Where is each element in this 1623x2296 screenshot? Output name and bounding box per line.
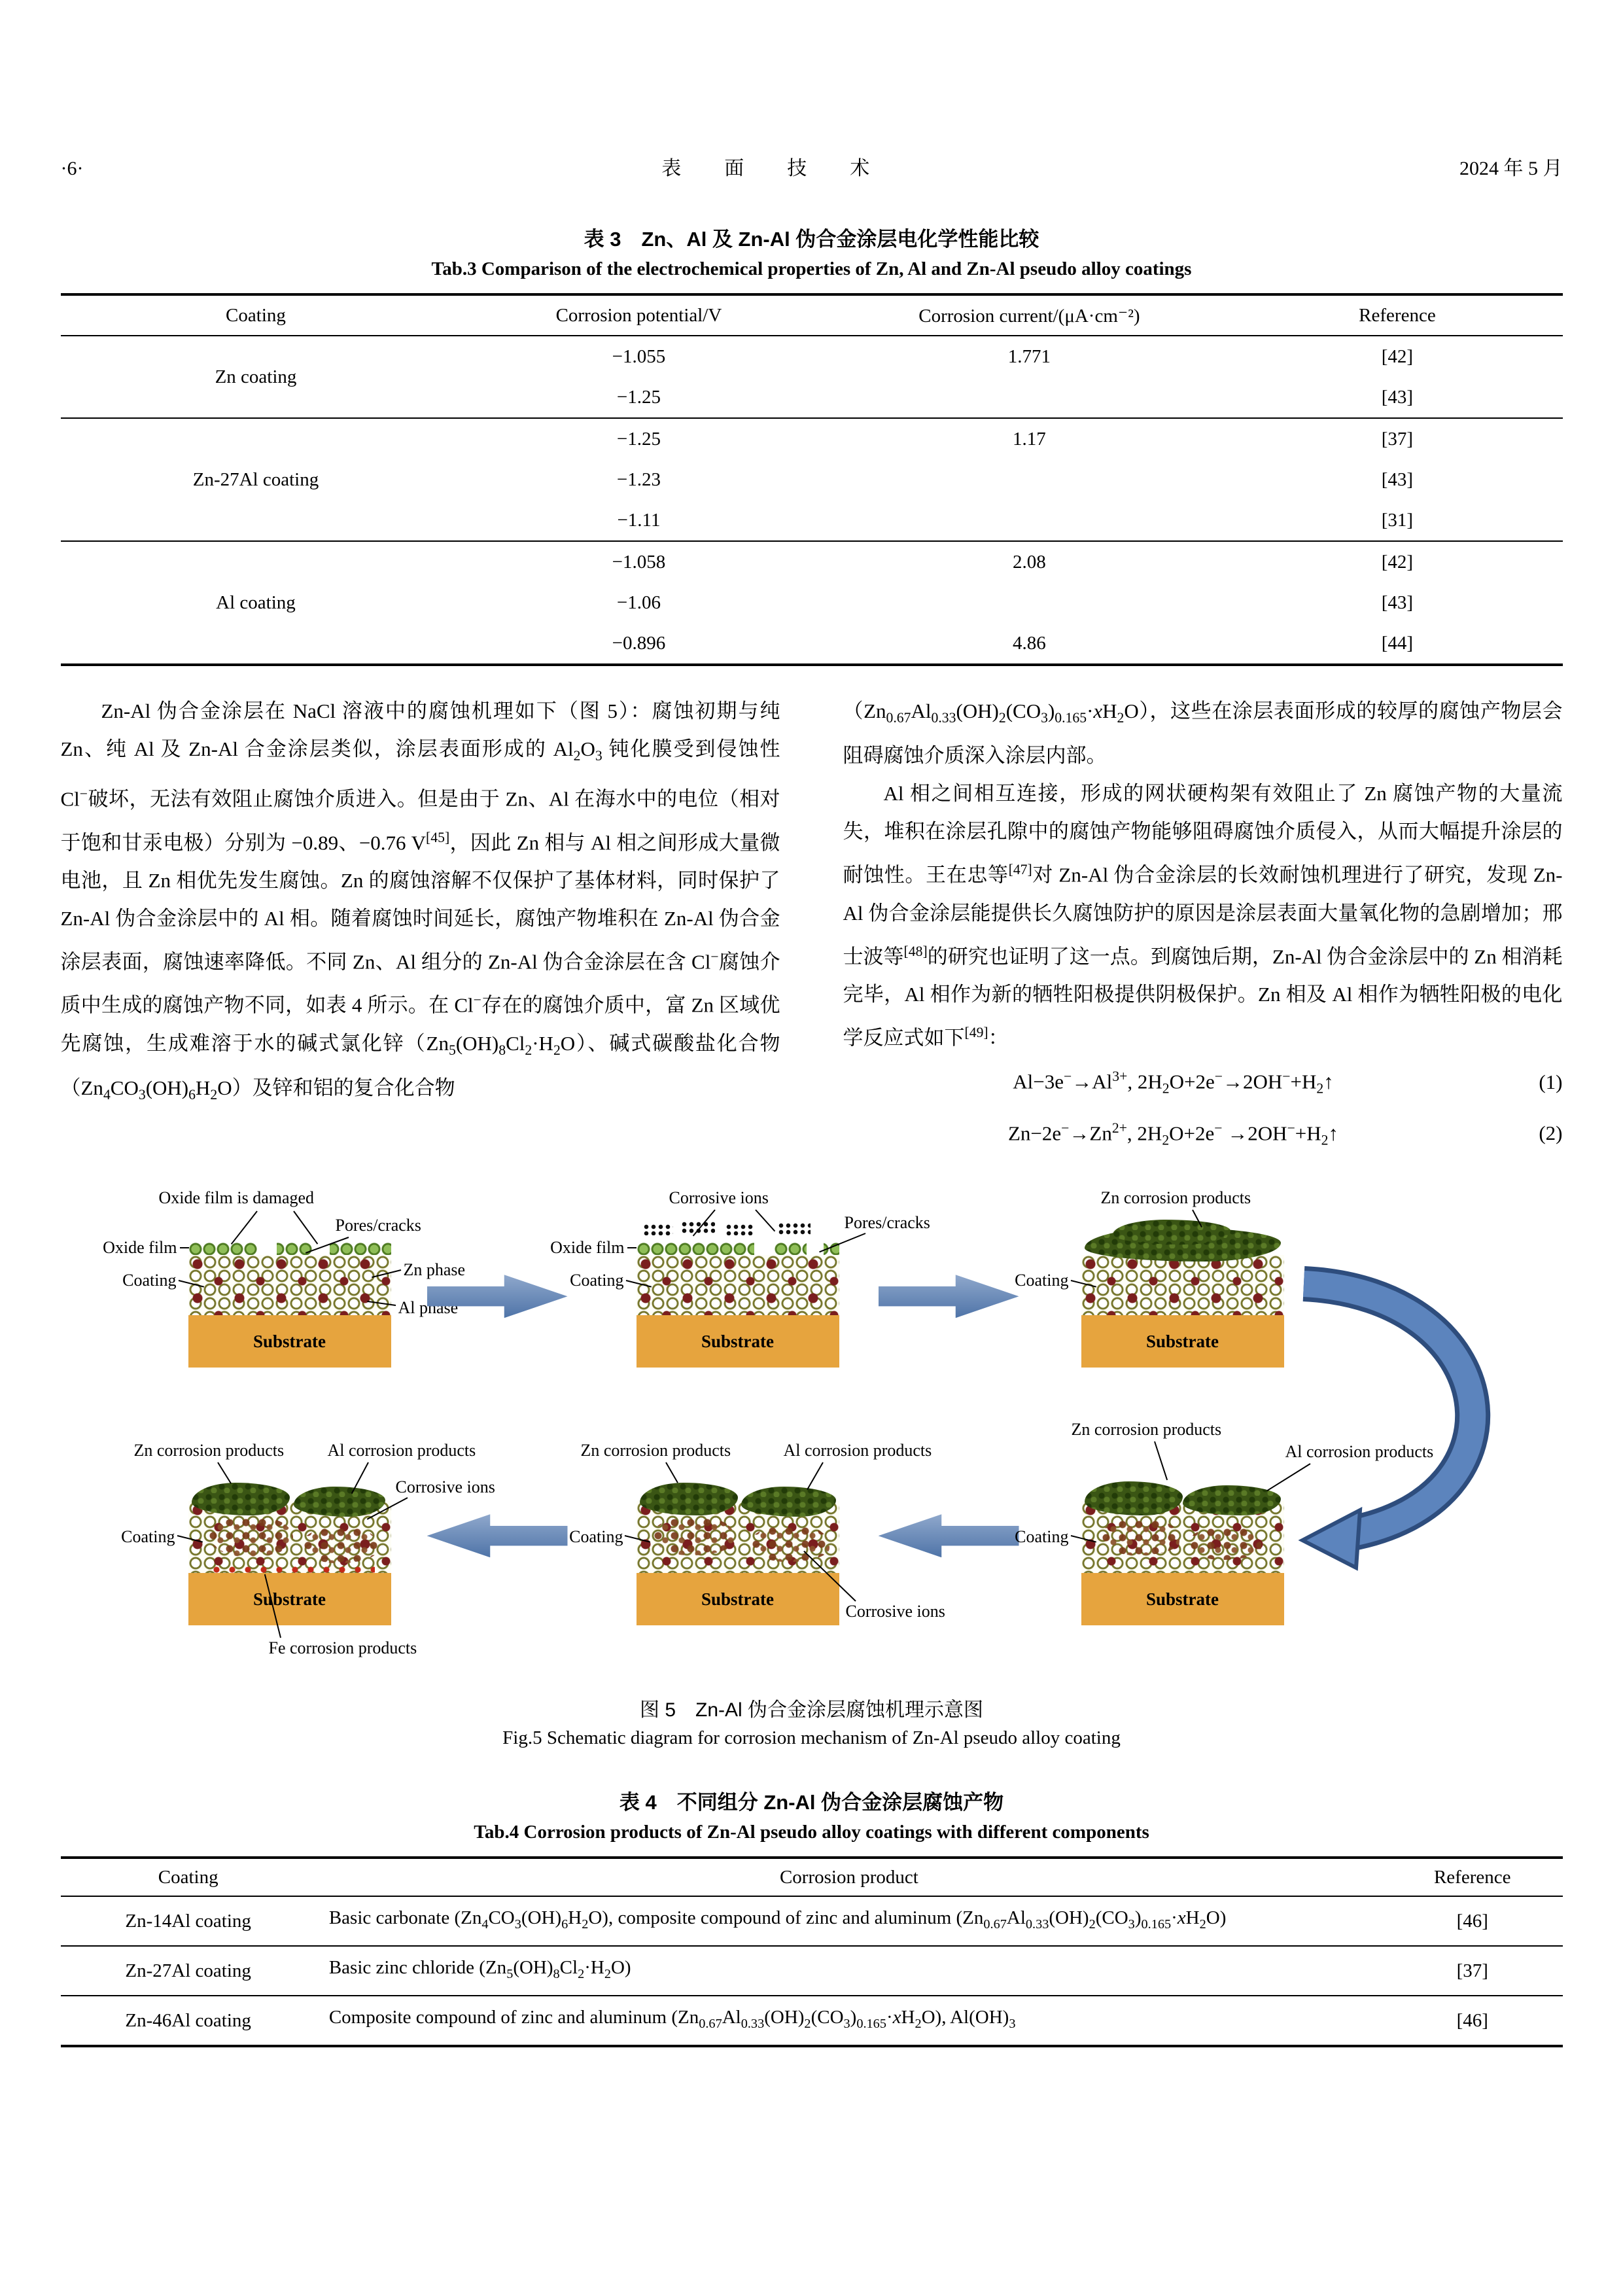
table4-header-row [61, 1858, 1563, 1896]
equation-number: (2) [1539, 1122, 1563, 1145]
zn-corrosion-product-blob [741, 1487, 836, 1517]
corrosive-ions-dots [778, 1222, 811, 1235]
curved-arrow-icon [1291, 1245, 1563, 1585]
table-row [61, 418, 1563, 459]
table-row [61, 1896, 1563, 1946]
substrate-block [1081, 1315, 1284, 1368]
coating-cell: Zn-46Al coating [125, 2009, 251, 2031]
fig-label-al-phase: Al phase [398, 1298, 459, 1318]
coating-block [637, 1255, 839, 1315]
reference-cell: [42] [1381, 551, 1414, 573]
substrate-label: Substrate [1145, 1331, 1219, 1351]
coating-cell: Zn-27Al coating [192, 468, 319, 490]
page-content [61, 0, 1563, 2047]
current-cell [826, 500, 1232, 541]
table-row [61, 1946, 1563, 1996]
al-corrosion-patch [653, 1517, 735, 1555]
fig-label-coating: Coating [569, 1527, 623, 1547]
equation-2 [843, 1108, 1563, 1160]
fig-label-fe-corrosion-products: Fe corrosion products [268, 1638, 417, 1658]
fig-label-zn-corrosion-products: Zn corrosion products [1100, 1188, 1251, 1208]
paragraph: Zn-Al 伪合金涂层在 NaCl 溶液中的腐蚀机理如下（图 5）：腐蚀初期与纯 Zn、纯 Al 及 Zn-Al 合金涂层类似，涂层表面形成的 $Al_2O_3$ 钝化膜受到侵蚀性 Cl−破坏，无法有效阻止腐蚀介质进入。但是由于 Zn、Al 在海水中的电位（相对于饱和甘汞电极）分别为 −0.89、−0.76 V[45]，因此 Zn 相与 Al 相之间形成大量微电池，且 Zn 相优先发生腐蚀。Zn 的腐蚀溶解不仅保护了基体材料，同时保护了 Zn-Al 伪合金涂层中的 Al 相。随着腐蚀时间延长，腐蚀产物堆积在 Zn-Al 伪合金涂层表面，腐蚀速率降低。不同 Zn、Al 组分的 Zn-Al 伪合金涂层在含 Cl−腐蚀介质中生成的腐蚀产物不同，如表 4 所示。在 Cl−存在的腐蚀介质中，富 Zn 区域优先腐蚀，生成难溶于水的碱式氯化锌$(Zn_5(OH)_8Cl_2\cdot H_2O)$、碱式碳酸盐化合物$(Zn_4CO_3(OH)_6H_2O)$及锌和铝的复合化合物 [60, 699, 780, 1103]
equation-formula: $Al-3e^-\to Al^{3+}$, $2H_2O+2e^-\to 2OH^-+H_2↑$ [1013, 1069, 1334, 1097]
reference-cell: [43] [1381, 592, 1414, 613]
coating-block [1081, 1255, 1284, 1315]
potential-cell: −0.896 [612, 632, 666, 654]
table-row [61, 541, 1563, 582]
arrow-left-icon [427, 1514, 568, 1557]
substrate-block [1081, 1573, 1284, 1625]
leader-line [1154, 1441, 1168, 1481]
reference-cell: [43] [1381, 386, 1414, 408]
product-cell: Composite compound of zinc and aluminum $(Zn_{0.67}Al_{0.33}(OH)_2(CO_3)_{0.165}\cdot xH_2O)$, $Al(OH)_3$ [328, 2007, 1016, 2032]
fig-label-coating: Coating [570, 1271, 624, 1290]
table3-header-row [61, 294, 1563, 336]
product-cell: Basic zinc chloride $(Zn_5(OH)_8Cl_2\cdot H_2O)$ [328, 1957, 631, 1982]
leader-line [665, 1462, 678, 1483]
al-corrosion-patch [208, 1517, 293, 1557]
leader-line [293, 1211, 318, 1245]
corrosive-ions-dots [643, 1224, 673, 1235]
fig-label-al-corrosion-products: Al corrosion products [1285, 1442, 1434, 1462]
right-column [843, 692, 1563, 1159]
corrosive-ions-dots [681, 1221, 715, 1234]
fig-label-al-corrosion-products: Al corrosion products [327, 1441, 476, 1460]
corrosive-ions-dots [725, 1224, 754, 1235]
reference-cell: [37] [1381, 428, 1414, 450]
col-coating: Coating [158, 1866, 218, 1888]
fig-label-coating: Coating [1015, 1527, 1069, 1547]
substrate-label: Substrate [253, 1331, 326, 1351]
current-cell: 1.17 [1013, 428, 1046, 450]
reference-cell: [37] [1456, 1960, 1488, 1981]
fig-label-pores-cracks: Pores/cracks [335, 1216, 421, 1235]
fig-label-zn-phase: Zn phase [403, 1260, 466, 1280]
zn-corrosion-product-blob [640, 1483, 738, 1515]
coating-cell: Zn-27Al coating [125, 1960, 251, 1981]
substrate-block [188, 1573, 391, 1625]
leader-line [217, 1462, 232, 1484]
col-reference: Reference [1359, 304, 1436, 326]
fig-label-oxide-film: Oxide film [103, 1238, 177, 1258]
product-cell: Basic carbonate $(Zn_4CO_3(OH)_6H_2O)$, composite compound of zinc and aluminum $(Zn_{0.67}Al_{0.33}(OH)_2(CO_3)_{0.165}\cdot xH_2O)$ [328, 1907, 1227, 1932]
substrate-block [637, 1573, 839, 1625]
fig-label-corrosive-ions: Corrosive ions [395, 1477, 495, 1497]
table4-title-en: Tab.4 Corrosion products of Zn-Al pseudo alloy coatings with different components [474, 1822, 1149, 1843]
fig-label-oxide-film-damaged: Oxide film is damaged [158, 1188, 315, 1208]
fig-label-zn-corrosion-products: Zn corrosion products [1071, 1420, 1222, 1439]
substrate-block [188, 1315, 391, 1368]
reference-cell: [31] [1381, 509, 1414, 531]
current-cell: 4.86 [1013, 632, 1046, 654]
coating-block [188, 1255, 391, 1315]
coating-cell: Zn-14Al coating [125, 1910, 251, 1932]
equation-number: (1) [1539, 1070, 1563, 1093]
potential-cell: −1.25 [616, 386, 661, 408]
electrochemical-table [61, 293, 1563, 666]
fig-label-al-corrosion-products: Al corrosion products [783, 1441, 932, 1460]
substrate-label: Substrate [1145, 1589, 1219, 1609]
current-cell: 1.771 [1007, 345, 1051, 367]
potential-cell: −1.055 [612, 345, 666, 367]
leader-line [230, 1211, 257, 1245]
substrate-label: Substrate [701, 1589, 774, 1609]
reference-cell: [46] [1456, 1910, 1488, 1932]
substrate-block [637, 1315, 839, 1368]
table3-title-en: Tab.3 Comparison of the electrochemical properties of Zn, Al and Zn-Al pseudo alloy coatings [431, 258, 1192, 279]
table4-title-zh: 表 4 不同组分 Zn-Al 伪合金涂层腐蚀产物 [619, 1791, 1004, 1814]
corrosion-products-table [61, 1856, 1563, 2047]
col-product: Corrosion product [779, 1866, 918, 1888]
col-potential: Corrosion potential/V [555, 304, 722, 326]
potential-cell: −1.25 [616, 428, 661, 450]
col-coating: Coating [226, 304, 286, 326]
al-corrosion-patch [751, 1526, 829, 1562]
potential-cell: −1.11 [617, 509, 661, 531]
substrate-label: Substrate [253, 1589, 326, 1609]
zn-corrosion-product-blob [294, 1487, 385, 1517]
zn-corrosion-product-blob [192, 1483, 290, 1515]
al-corrosion-patch [1189, 1527, 1261, 1560]
fig-label-zn-corrosion-products: Zn corrosion products [133, 1441, 285, 1460]
journal-title: 表 面 技 术 [661, 158, 882, 179]
zn-corrosion-product-blob [1113, 1220, 1230, 1245]
table-row [61, 336, 1563, 377]
potential-cell: −1.23 [616, 468, 661, 490]
current-cell [826, 459, 1232, 500]
table-row [61, 1996, 1563, 2046]
equation-1 [843, 1057, 1563, 1108]
oxide-film-strip [188, 1242, 391, 1256]
fig-label-corrosive-ions: Corrosive ions [669, 1188, 769, 1208]
current-cell: 2.08 [1013, 551, 1046, 573]
zn-corrosion-product-blob [1085, 1481, 1183, 1515]
al-corrosion-patch [303, 1527, 378, 1563]
fig-label-coating: Coating [121, 1527, 175, 1547]
leader-line [180, 1247, 189, 1248]
figure5-caption-zh: 图 5 Zn-Al 伪合金涂层腐蚀机理示意图 [639, 1699, 984, 1722]
figure5-caption-en: Fig.5 Schematic diagram for corrosion mechanism of Zn-Al pseudo alloy coating [502, 1727, 1121, 1749]
fig-label-coating: Coating [1015, 1271, 1069, 1290]
reference-cell: [42] [1381, 345, 1414, 367]
reference-cell: [46] [1456, 2009, 1488, 2031]
paragraph: $(Zn_{0.67}Al_{0.33}(OH)_2(CO_3)_{0.165}\cdot xH_2O)$，这些在涂层表面形成的较厚的腐蚀产物层会阻碍腐蚀介质深入涂层内部。 [843, 699, 1563, 768]
fig-label-pores-cracks: Pores/cracks [844, 1213, 930, 1233]
left-column [61, 692, 780, 1159]
table3-title-zh: 表 3 Zn、Al 及 Zn-Al 伪合金涂层电化学性能比较 [584, 228, 1039, 251]
current-cell [826, 582, 1232, 623]
fig-label-coating: Coating [122, 1271, 177, 1290]
equation-formula: $Zn-2e^-\to Zn^{2+}$, $2H_2O+2e^-$ $\to 2OH^-+H_2↑$ [1007, 1120, 1339, 1148]
current-cell [826, 377, 1232, 418]
leader-line [807, 1462, 824, 1491]
potential-cell: −1.058 [612, 551, 666, 573]
paragraph: Al 相之间相互连接，形成的网状硬构架有效阻止了 Zn 腐蚀产物的大量流失，堆积在涂层孔隙中的腐蚀产物能够阻碍腐蚀介质侵入，从而大幅提升涂层的耐蚀性。王在忠等[47]对 Zn-Al 伪合金涂层的长效耐蚀机理进行了研究，发现 Zn-Al 伪合金涂层能提供长久腐蚀防护的原因是涂层表面大量氧化物的急剧增加；邢士波等[48]的研究也证明了这一点。到腐蚀后期，Zn-Al 伪合金涂层中的 Zn 相消耗完毕，Al 相作为新的牺牲阳极提供阴极保护。Zn 相及 Al 相作为牺牲阳极的电化学反应式如下[49]： [843, 782, 1563, 1050]
running-head [61, 152, 1563, 181]
page-number: ·6· [60, 158, 84, 179]
potential-cell: −1.06 [616, 592, 661, 613]
col-reference: Reference [1433, 1866, 1511, 1888]
fig-label-corrosive-ions: Corrosive ions [845, 1602, 945, 1621]
fig-label-zn-corrosion-products: Zn corrosion products [580, 1441, 731, 1460]
reference-cell: [43] [1381, 468, 1414, 490]
fig-label-oxide-film: Oxide film [550, 1238, 625, 1258]
leader-line [627, 1247, 637, 1248]
col-current: Corrosion current/(μA·cm⁻²) [918, 305, 1140, 327]
coating-cell: Al coating [216, 592, 296, 613]
body-columns [61, 692, 1563, 1159]
al-corrosion-patch [1101, 1519, 1179, 1555]
issue-date: 2024 年 5 月 [1459, 158, 1563, 179]
leader-line [755, 1210, 775, 1232]
reference-cell: [44] [1381, 632, 1414, 654]
zn-corrosion-product-blob [1183, 1485, 1281, 1515]
substrate-label: Substrate [701, 1331, 774, 1351]
figure5-diagram [61, 1187, 1563, 1676]
coating-cell: Zn coating [215, 366, 297, 387]
